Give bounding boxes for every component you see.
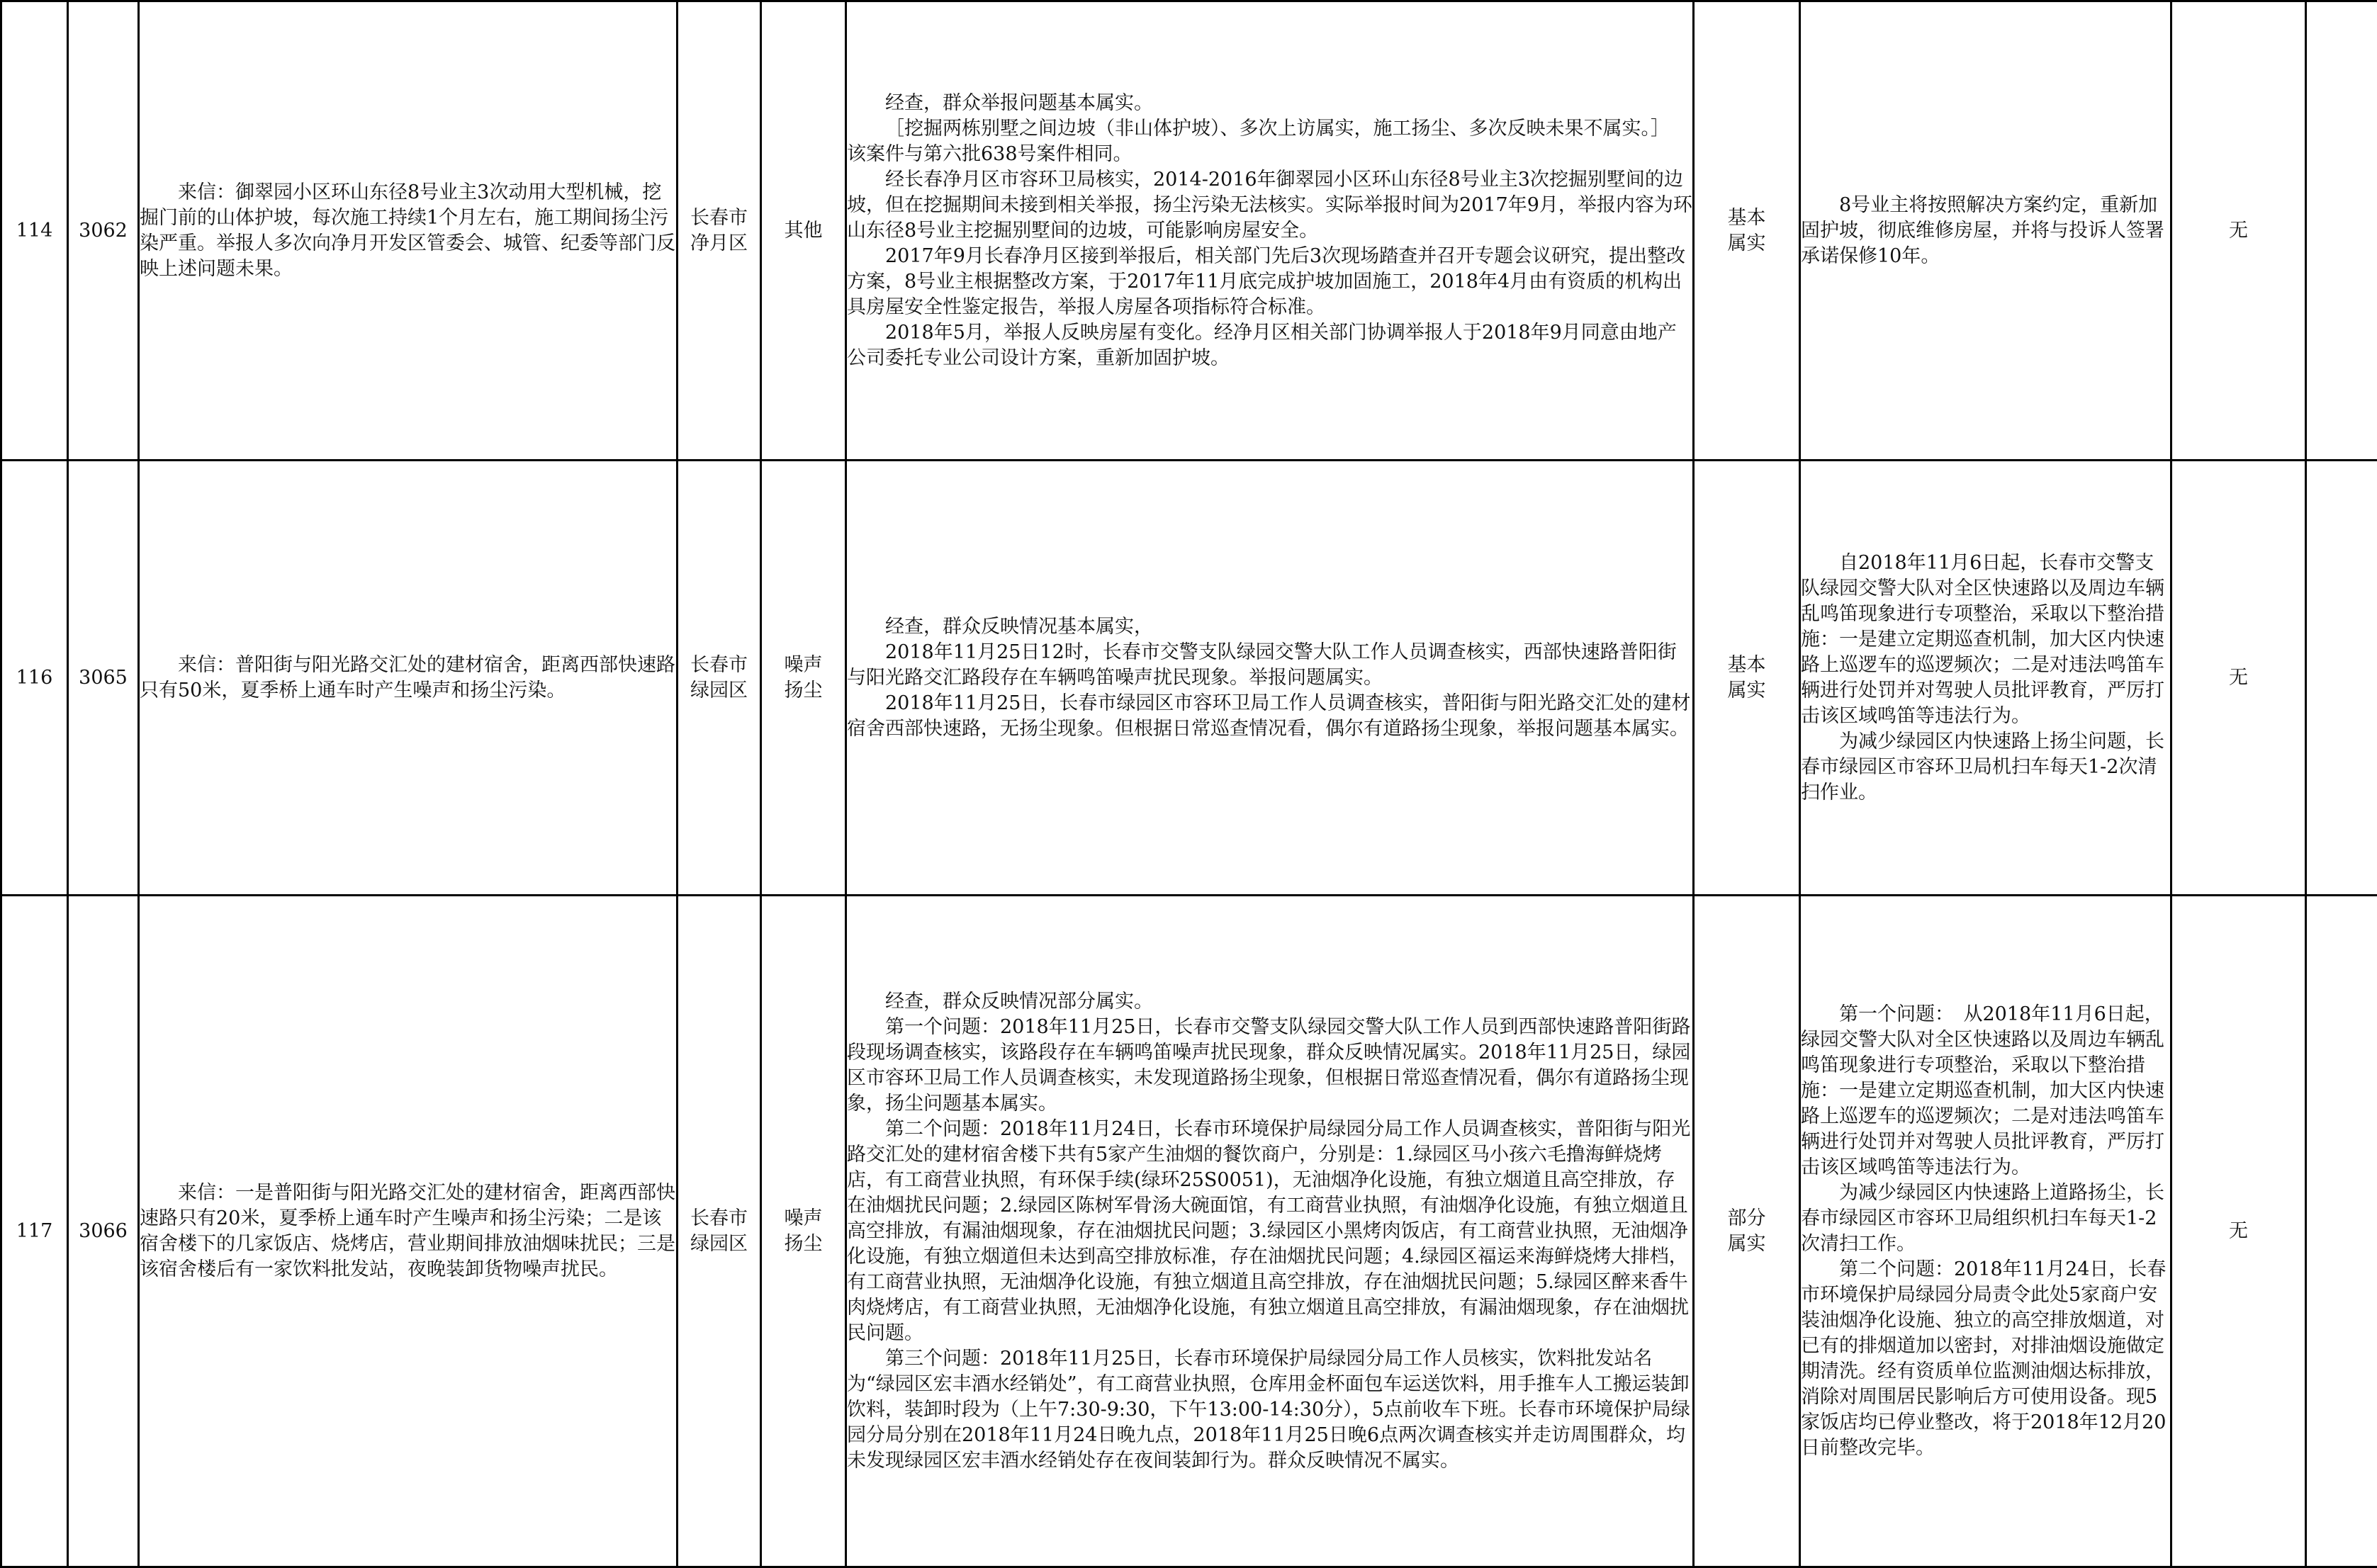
verdict-text: 属实 (1695, 1231, 1799, 1257)
district-text: 绿园区 (678, 1231, 760, 1257)
investigation-cell (846, 1, 1694, 461)
district-text: 净月区 (678, 231, 760, 256)
case-number-cell: 3066 (68, 896, 139, 1567)
verdict-cell (1694, 896, 1800, 1567)
pollution-type-text: 噪声 (762, 653, 845, 678)
rectification-cell (1800, 896, 2171, 1567)
pollution-type-text: 噪声 (762, 1206, 845, 1231)
district-text: 绿园区 (678, 678, 760, 704)
investigation-paragraph: ［挖掘两栋别墅之间边坡（非山体护坡）、多次上访属实，施工扬尘、多次反映未果不属实。］ 该案件与第六批638号案件相同。 (847, 116, 1692, 167)
verdict-text: 部分 (1695, 1206, 1799, 1231)
verdict-text: 基本 (1695, 653, 1799, 678)
investigation-paragraph: 经长春净月区市容环卫局核实，2014-2016年御翠园小区环山东径8号业主3次挖掘别墅间的边坡，但在挖掘期间未接到相关举报，扬尘污染无法核实。实际举报时间为2017年9月，举报内容为环山东径8号业主挖掘别墅间的边坡，可能影响房屋安全。 (847, 167, 1692, 244)
investigation-paragraph: 2018年11月25日12时，长春市交警支队绿园交警大队工作人员调查核实，西部快速路普阳街与阳光路交汇路段存在车辆鸣笛噪声扰民现象。举报问题属实。 (847, 640, 1692, 691)
pollution-type-cell (761, 896, 846, 1567)
investigation-paragraph: 第二个问题：2018年11月24日，长春市环境保护局绿园分局工作人员调查核实，普阳街与阳光路交汇处的建材宿舍楼下共有5家产生油烟的餐饮商户，分别是：1.绿园区马小孩六毛撸海鲜烧烤店，有工商营业执照，有环保手续(绿环25S0051)，无油烟净化设施，有独立烟道且高空排放，存在油烟扰民问题；2.绿园区陈树军骨汤大碗面馆，有工商营业执照，有油烟净化设施，有独立烟道且高空排放，有漏油烟现象，存在油烟扰民问题；3.绿园区小黑烤肉饭店，有工商营业执照，无油烟净化设施，有独立烟道但未达到高空排放标准，存在油烟扰民问题；4.绿园区福运来海鲜烧烤大排档，有工商营业执照，无油烟净化设施，有独立烟道且高空排放，存在油烟扰民问题；5.绿园区醉来香牛肉烧烤店，有工商营业执照，无油烟净化设施，有独立烟道且高空排放，有漏油烟现象，存在油烟扰民问题。 (847, 1117, 1692, 1346)
case-number-cell: 3065 (68, 461, 139, 896)
district-cell (678, 461, 761, 896)
case-number-cell: 3062 (68, 1, 139, 461)
district-cell (678, 1, 761, 461)
verdict-cell (1694, 1, 1800, 461)
row-seq-cell: 117 (1, 896, 68, 1567)
rectification-paragraph: 为减少绿园区内快速路上扬尘问题，长春市绿园区市容环卫局机扫车每天1-2次清扫作业。 (1801, 729, 2170, 806)
district-text: 长春市 (678, 653, 760, 678)
table-row (1, 461, 2377, 896)
district-text: 长春市 (678, 205, 760, 231)
pollution-type-cell (761, 1, 846, 461)
investigation-paragraph: 第三个问题：2018年11月25日，长春市环境保护局绿园分局工作人员核实，饮料批发站名为“绿园区宏丰酒水经销处”，有工商营业执照，仓库用金杯面包车运送饮料，用手推车人工搬运装卸饮料，装卸时段为（上午7:30-9:30，下午13:00-14:30分），5点前收车下班。长春市环境保护局绿园分局分别在2018年11月24日晚九点，2018年11月25日晚6点两次调查核实并走访周围群众，均未发现绿园区宏丰酒水经销处存在夜间装卸行为。群众反映情况不属实。 (847, 1346, 1692, 1474)
row-seq-cell: 116 (1, 461, 68, 896)
pollution-type-cell (761, 461, 846, 896)
rectification-cell (1800, 1, 2171, 461)
investigation-paragraph: 经查，群众反映情况基本属实， (847, 614, 1692, 640)
rectification-paragraph: 8号业主将按照解决方案约定，重新加固护坡，彻底维修房屋，并将与投诉人签署承诺保修10年。 (1801, 193, 2170, 269)
accountability-cell: 无 (2171, 896, 2306, 1567)
row-seq-cell: 114 (1, 1, 68, 461)
complaint-cell (139, 461, 678, 896)
investigation-paragraph: 2018年11月25日，长春市绿园区市容环卫局工作人员调查核实，普阳街与阳光路交汇处的建材宿舍西部快速路，无扬尘现象。但根据日常巡查情况看，偶尔有道路扬尘现象，举报问题基本属实。 (847, 691, 1692, 742)
extra-cell (2306, 896, 2377, 1567)
accountability-cell: 无 (2171, 461, 2306, 896)
rectification-paragraph: 为减少绿园区内快速路上道路扬尘，长春市绿园区市容环卫局组织机扫车每天1-2次清扫工作。 (1801, 1180, 2170, 1257)
extra-cell (2306, 1, 2377, 461)
verdict-text: 属实 (1695, 231, 1799, 256)
pollution-type-text: 扬尘 (762, 678, 845, 704)
verdict-cell (1694, 461, 1800, 896)
rectification-paragraph: 第一个问题： 从2018年11月6日起，绿园交警大队对全区快速路以及周边车辆乱鸣笛现象进行专项整治，采取以下整治措施：一是建立定期巡查机制，加大区内快速路上巡逻车的巡逻频次；二是对违法鸣笛车辆进行处罚并对驾驶人员批评教育，严厉打击该区域鸣笛等违法行为。 (1801, 1002, 2170, 1180)
verdict-text: 属实 (1695, 678, 1799, 704)
rectification-cell (1800, 461, 2171, 896)
table-row (1, 896, 2377, 1567)
table-row (1, 1, 2377, 461)
investigation-paragraph: 2017年9月长春净月区接到举报后，相关部门先后3次现场踏查并召开专题会议研究，提出整改方案，8号业主根据整改方案，于2017年11月底完成护坡加固施工，2018年4月由有资质的机构出具房屋安全性鉴定报告，举报人房屋各项指标符合标准。 (847, 244, 1692, 320)
investigation-paragraph: 经查，群众举报问题基本属实。 (847, 91, 1692, 116)
district-text: 长春市 (678, 1206, 760, 1231)
investigation-paragraph: 经查，群众反映情况部分属实。 (847, 989, 1692, 1015)
extra-cell (2306, 461, 2377, 896)
accountability-cell: 无 (2171, 1, 2306, 461)
investigation-cell (846, 896, 1694, 1567)
complaint-cell (139, 896, 678, 1567)
verdict-text: 基本 (1695, 205, 1799, 231)
investigation-paragraph: 2018年5月，举报人反映房屋有变化。经净月区相关部门协调举报人于2018年9月同意由地产公司委托专业公司设计方案，重新加固护坡。 (847, 320, 1692, 371)
investigation-paragraph: 第一个问题：2018年11月25日，长春市交警支队绿园交警大队工作人员到西部快速路普阳街路段现场调查核实，该路段存在车辆鸣笛噪声扰民现象，群众反映情况属实。2018年11月25日，绿园区市容环卫局工作人员调查核实，未发现道路扬尘现象，但根据日常巡查情况看，偶尔有道路扬尘现象，扬尘问题基本属实。 (847, 1015, 1692, 1117)
pollution-type-text: 其他 (762, 218, 845, 244)
investigation-cell (846, 461, 1694, 896)
district-cell (678, 896, 761, 1567)
complaint-cell (139, 1, 678, 461)
pollution-type-text: 扬尘 (762, 1231, 845, 1257)
rectification-paragraph: 自2018年11月6日起，长春市交警支队绿园交警大队对全区快速路以及周边车辆乱鸣笛现象进行专项整治，采取以下整治措施：一是建立定期巡查机制，加大区内快速路上巡逻车的巡逻频次；二是对违法鸣笛车辆进行处罚并对驾驶人员批评教育，严厉打击该区域鸣笛等违法行为。 (1801, 551, 2170, 729)
complaint-text: 来信：一是普阳街与阳光路交汇处的建材宿舍，距离西部快速路只有20米，夏季桥上通车时产生噪声和扬尘污染；二是该宿舍楼下的几家饭店、烧烤店，营业期间排放油烟味扰民；三是该宿舍楼后有一家饮料批发站，夜晚装卸货物噪声扰民。 (140, 1180, 676, 1282)
complaint-text: 来信：御翠园小区环山东径8号业主3次动用大型机械，挖掘门前的山体护坡，每次施工持续1个月左右，施工期间扬尘污染严重。举报人多次向净月开发区管委会、城管、纪委等部门反映上述问题未果。 (140, 180, 676, 282)
complaint-text: 来信：普阳街与阳光路交汇处的建材宿舍，距离西部快速路只有50米，夏季桥上通车时产生噪声和扬尘污染。 (140, 653, 676, 704)
rectification-paragraph: 第二个问题：2018年11月24日，长春市环境保护局绿园分局责令此处5家商户安装油烟净化设施、独立的高空排放烟道，对已有的排烟道加以密封，对排油烟设施做定期清洗。经有资质单位监测油烟达标排放，消除对周围居民影响后方可使用设备。现5家饭店均已停业整改，将于2018年12月20日前整改完毕。 (1801, 1257, 2170, 1461)
